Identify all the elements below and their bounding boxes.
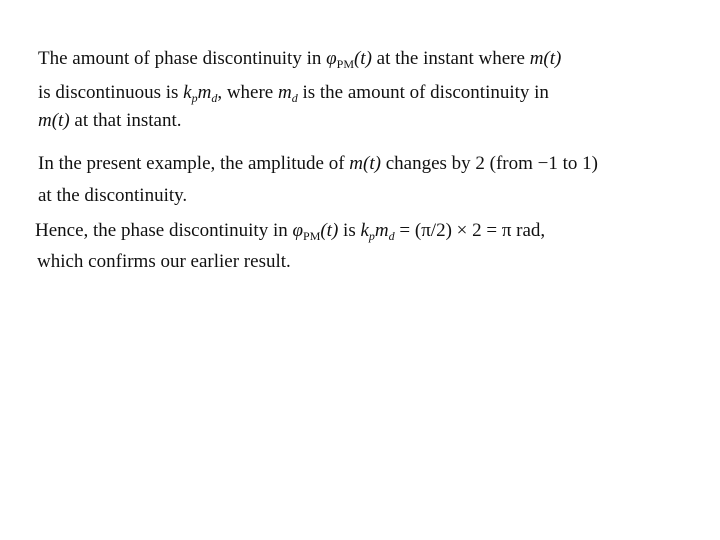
- text: changes by 2 (from −1 to 1): [380, 153, 598, 174]
- phi-argument: (t): [320, 220, 339, 241]
- text: Hence, the phase discontinuity in: [35, 220, 293, 241]
- paragraph-2-line-2: [38, 184, 187, 208]
- m-of-t: m(t): [38, 110, 70, 131]
- paragraph-1-line-3: [38, 109, 182, 133]
- k-subscript: p: [368, 229, 375, 243]
- paragraph-1-line-1: [38, 47, 561, 76]
- text: at the instant where: [371, 48, 530, 69]
- k-subscript: p: [191, 91, 198, 105]
- phi-argument: (t): [353, 48, 372, 69]
- paragraph-3-line-1: [35, 219, 545, 248]
- text: is discontinuous is: [38, 82, 184, 103]
- equation: = (π/2) × 2 = π rad,: [394, 220, 546, 241]
- text: at the discontinuity.: [38, 185, 188, 206]
- text: In the present example, the amplitude of: [38, 153, 350, 174]
- m-subscript: d: [211, 91, 218, 105]
- m-symbol: m: [278, 82, 292, 103]
- k-symbol: k: [183, 82, 192, 103]
- paragraph-3-line-2: [37, 250, 291, 274]
- m-of-t: m(t): [349, 153, 381, 174]
- m-symbol: m: [197, 82, 212, 103]
- k-symbol: k: [360, 220, 369, 241]
- m-symbol: m: [374, 220, 389, 241]
- text: which confirms our earlier result.: [37, 251, 291, 272]
- text: at that instant.: [69, 110, 182, 131]
- phi-subscript: PM: [303, 229, 321, 243]
- paragraph-1-line-2: [38, 81, 549, 110]
- text: is the amount of discontinuity in: [297, 82, 549, 103]
- m-of-t: m(t): [529, 48, 562, 69]
- m-subscript: d: [388, 229, 395, 243]
- phi-symbol: φ: [326, 48, 337, 69]
- text: The amount of phase discontinuity in: [38, 48, 327, 69]
- m-subscript: d: [291, 91, 298, 105]
- text: is: [338, 220, 361, 241]
- text: , where: [217, 82, 278, 103]
- paragraph-2-line-1: [38, 152, 598, 176]
- phi-symbol: φ: [292, 220, 304, 241]
- phi-subscript: PM: [336, 57, 354, 71]
